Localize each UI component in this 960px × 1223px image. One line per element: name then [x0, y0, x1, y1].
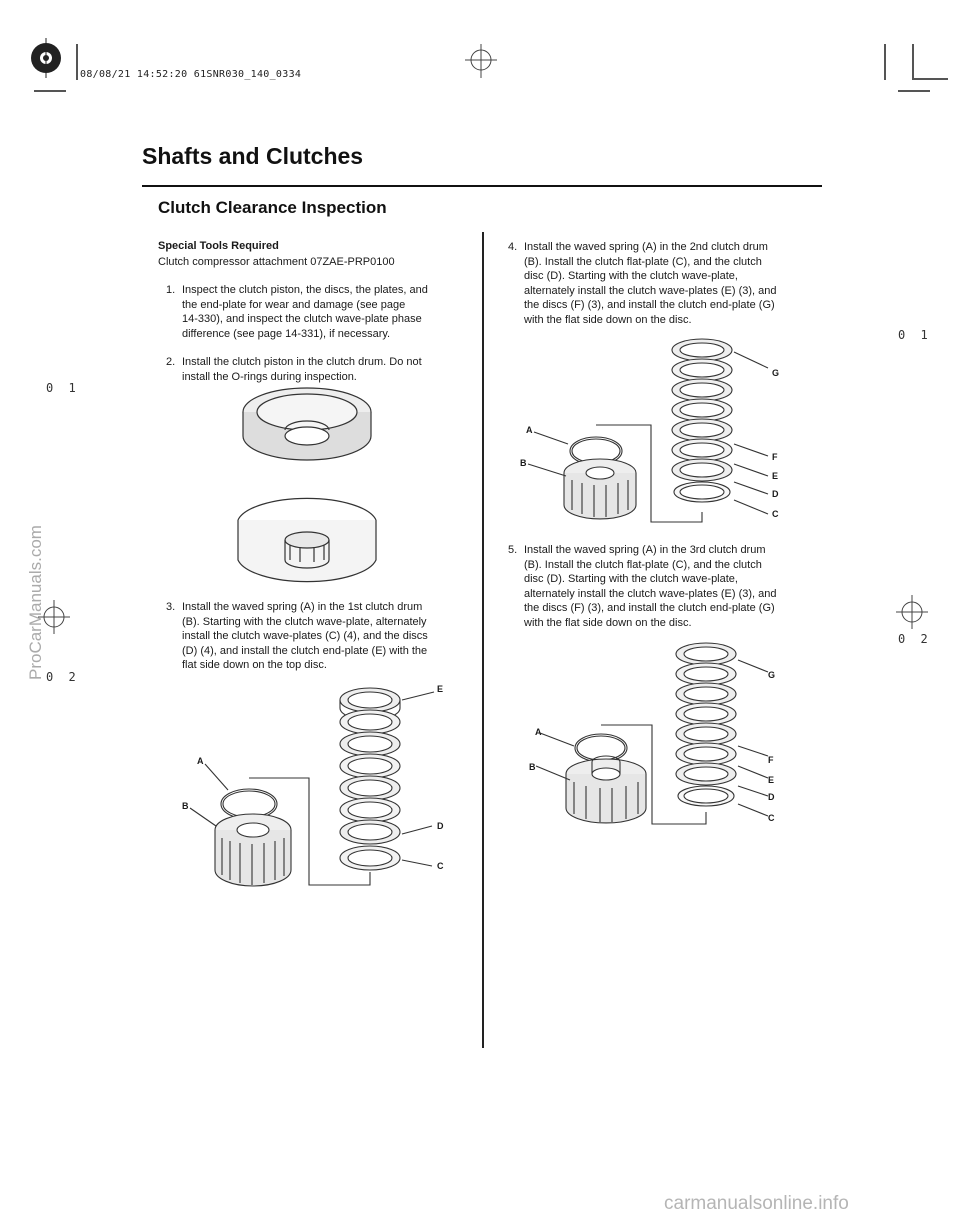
margin-code-right-top: 0 1	[898, 328, 932, 342]
margin-code-left-top: 0 1	[46, 381, 80, 395]
label-g: G	[768, 670, 776, 680]
page-title: Shafts and Clutches	[142, 143, 364, 169]
label-d: D	[437, 821, 444, 831]
step-number: 3.	[166, 601, 176, 613]
label-e: E	[772, 471, 779, 481]
special-tool-item: Clutch compressor attachment 07ZAE-PRP0100	[158, 256, 395, 268]
step-number: 5.	[508, 544, 518, 556]
print-stamp: 08/08/21 14:52:20 61SNR030_140_0334	[80, 69, 302, 80]
label-d: D	[772, 489, 779, 499]
special-tools-heading: Special Tools Required	[158, 240, 279, 252]
label-c: C	[772, 509, 779, 519]
label-e: E	[437, 684, 444, 694]
section-heading: Clutch Clearance Inspection	[158, 198, 387, 217]
label-c: C	[437, 861, 444, 871]
label-c: C	[768, 813, 775, 823]
step-number: 4.	[508, 241, 518, 253]
label-e: E	[768, 775, 775, 785]
side-watermark: ProCarManuals.com	[26, 525, 45, 680]
label-b: B	[182, 801, 189, 811]
label-f: F	[768, 755, 774, 765]
step-number: 2.	[166, 356, 176, 368]
step-number: 1.	[166, 284, 176, 296]
label-g: G	[772, 368, 780, 378]
label-b: B	[520, 458, 527, 468]
step-text: Inspect the clutch piston, the discs, the plates, and the end-plate for wear and damage (see page 14-330), and inspect the clutch wave-plate phase difference (see page 14-331), if necessary.	[182, 284, 428, 340]
label-a: A	[197, 756, 204, 766]
step-text: Install the waved spring (A) in the 1st clutch drum (B). Starting with the clutch wave-plate, alternately install the clutch wave-plates (C) (4), and the discs (D) (4), and install the clutch end-plate (E) with the flat side down on the top disc.	[182, 601, 428, 671]
margin-code-left-bottom: 0 2	[46, 670, 80, 684]
step-text: Install the waved spring (A) in the 2nd clutch drum (B). Install the clutch flat-plate (C), and the clutch disc (D). Starting with the clutch wave-plate, alternately install the clutch wave-plates (E) (3), and the discs (F) (3), and install the clutch end-plate (G) with the flat side down on the disc.	[524, 241, 777, 326]
label-a: A	[526, 425, 533, 435]
label-a: A	[535, 727, 542, 737]
label-b: B	[529, 762, 536, 772]
footer-watermark: carmanualsonline.info	[664, 1193, 849, 1214]
label-d: D	[768, 792, 775, 802]
step-text: Install the clutch piston in the clutch drum. Do not install the O-rings during inspection.	[182, 356, 422, 383]
margin-code-right-bottom: 0 2	[898, 632, 932, 646]
step-text: Install the waved spring (A) in the 3rd clutch drum (B). Install the clutch flat-plate (C), and the clutch disc (D). Starting with the clutch wave-plate, alternately install the clutch wave-plates (E) (3), and the discs (F) (3), and install the clutch end-plate (G) with the flat side down on the disc.	[524, 544, 777, 629]
label-f: F	[772, 452, 778, 462]
